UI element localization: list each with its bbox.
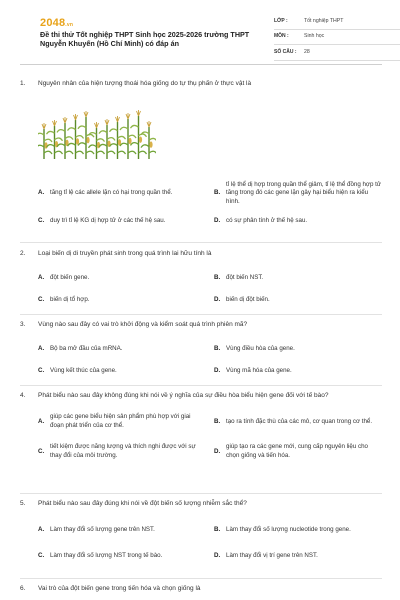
corn-field-image bbox=[38, 99, 156, 161]
option-letter: A. bbox=[38, 417, 45, 425]
option-letter: B. bbox=[214, 344, 221, 352]
option-c[interactable] bbox=[38, 437, 206, 467]
question-6 bbox=[20, 585, 382, 594]
header-divider bbox=[20, 64, 382, 65]
question-options bbox=[38, 338, 382, 382]
question-3 bbox=[20, 321, 382, 382]
option-d[interactable] bbox=[214, 545, 382, 567]
option-text: giúp các gene biểu hiện sản phẩm phù hợp với giai đoạn phát triển của cơ thể. bbox=[50, 413, 191, 429]
question-number: 4. bbox=[20, 392, 26, 399]
question-text: Phát biểu nào sau đây không đúng khi nói về ý nghĩa của sự điều hòa biểu hiện gene đối với tế bào? bbox=[38, 392, 329, 399]
option-d[interactable] bbox=[214, 210, 382, 232]
option-text: biến dị tổ hợp. bbox=[50, 295, 90, 303]
exam-meta bbox=[274, 14, 400, 61]
question-text: Loại biến dị di truyền phát sinh trong quá trình lai hữu tính là bbox=[38, 250, 212, 257]
option-letter: C. bbox=[38, 295, 45, 303]
option-text: Làm thay đổi số lượng nucleotide trong gene. bbox=[226, 525, 351, 533]
question-options bbox=[38, 407, 382, 467]
option-letter: A. bbox=[38, 344, 45, 352]
option-letter: D. bbox=[214, 551, 221, 559]
meta-row-count bbox=[274, 45, 400, 61]
option-a[interactable] bbox=[38, 407, 206, 437]
option-letter: C. bbox=[38, 217, 45, 225]
question-stem bbox=[20, 500, 382, 509]
logo-suffix: .vn bbox=[65, 22, 74, 28]
meta-value: 28 bbox=[304, 48, 310, 55]
option-text: Làm thay đổi số lượng gene trên NST. bbox=[50, 525, 155, 533]
option-text: đột biến gene. bbox=[50, 273, 90, 281]
option-text: có sự phân tính ở thế hệ sau. bbox=[226, 217, 308, 225]
meta-label: LỚP : bbox=[274, 17, 288, 24]
option-a[interactable] bbox=[38, 176, 206, 210]
option-letter: A. bbox=[38, 189, 45, 197]
question-text: Vùng nào sau đây có vai trò khởi động và kiểm soát quá trình phiên mã? bbox=[38, 321, 248, 328]
question-divider bbox=[20, 242, 382, 243]
question-text: Vai trò của đột biến gene trong tiến hóa và chọn giống là bbox=[38, 585, 201, 592]
option-text: giúp tạo ra các gene mới, cung cấp nguyên liệu cho chọn giống và tiến hóa. bbox=[226, 443, 368, 459]
question-stem bbox=[20, 585, 382, 594]
question-stem bbox=[20, 321, 382, 330]
site-logo[interactable] bbox=[40, 16, 73, 31]
option-text: duy trì tỉ lệ KG dị hợp tử ở các thế hệ sau. bbox=[50, 217, 166, 225]
option-letter: D. bbox=[214, 366, 221, 374]
question-2 bbox=[20, 250, 382, 311]
option-c[interactable] bbox=[38, 210, 206, 232]
option-text: biến dị đột biến. bbox=[226, 295, 270, 303]
option-c[interactable] bbox=[38, 289, 206, 311]
option-text: tạo ra tính đặc thù của các mô, cơ quan trong cơ thể. bbox=[226, 417, 373, 425]
option-b[interactable] bbox=[214, 338, 382, 360]
option-letter: C. bbox=[38, 551, 45, 559]
option-b[interactable] bbox=[214, 407, 382, 437]
option-b[interactable] bbox=[214, 176, 382, 210]
question-number: 3. bbox=[20, 321, 26, 328]
option-text: đột biến NST. bbox=[226, 273, 264, 281]
question-number: 6. bbox=[20, 585, 26, 592]
option-letter: A. bbox=[38, 273, 45, 281]
option-letter: B. bbox=[214, 189, 221, 197]
question-number: 5. bbox=[20, 500, 26, 507]
option-text: tăng tỉ lệ các allele lặn có hại trong quần thể. bbox=[50, 189, 173, 197]
option-letter: D. bbox=[214, 295, 221, 303]
option-letter: B. bbox=[214, 273, 221, 281]
option-a[interactable] bbox=[38, 338, 206, 360]
question-number: 1. bbox=[20, 80, 26, 87]
question-divider bbox=[20, 314, 382, 315]
question-text: Phát biểu nào sau đây đúng khi nói về đột biến số lượng nhiễm sắc thể? bbox=[38, 500, 247, 507]
option-d[interactable] bbox=[214, 360, 382, 382]
option-text: Làm thay đổi vị trí gene trên NST. bbox=[226, 551, 318, 559]
question-text: Nguyên nhân của hiện tượng thoái hóa giống do tự thụ phấn ở thực vật là bbox=[38, 80, 252, 87]
option-text: Vùng điều hòa của gene. bbox=[226, 344, 295, 352]
option-letter: C. bbox=[38, 366, 45, 374]
exam-title: Đề thi thử Tốt nghiệp THPT Sinh học 2025-2026 trường THPT Nguyễn Khuyến (Hồ Chí Minh) có đáp án bbox=[40, 30, 250, 49]
option-text: Vùng mã hóa của gene. bbox=[226, 366, 292, 374]
option-c[interactable] bbox=[38, 360, 206, 382]
meta-label: MÔN : bbox=[274, 33, 289, 40]
meta-row-class bbox=[274, 14, 400, 30]
option-b[interactable] bbox=[214, 267, 382, 289]
meta-value: Sinh học bbox=[304, 33, 325, 40]
option-c[interactable] bbox=[38, 545, 206, 567]
option-d[interactable] bbox=[214, 437, 382, 467]
option-a[interactable] bbox=[38, 515, 206, 545]
question-options bbox=[38, 176, 382, 232]
meta-row-subject bbox=[274, 30, 400, 46]
option-letter: D. bbox=[214, 217, 221, 225]
question-5 bbox=[20, 500, 382, 567]
option-letter: C. bbox=[38, 447, 45, 455]
question-stem bbox=[20, 392, 382, 401]
option-d[interactable] bbox=[214, 289, 382, 311]
question-4 bbox=[20, 392, 382, 467]
question-stem bbox=[20, 80, 382, 89]
option-text: tỉ lệ thể dị hợp trong quần thể giảm, tỉ lệ thể đồng hợp tử tăng trong đó các gene lặn gây hại biểu hiện ra kiểu hình. bbox=[226, 180, 382, 205]
meta-label: SỐ CÂU : bbox=[274, 48, 297, 55]
question-divider bbox=[20, 385, 382, 386]
meta-value: Tốt nghiệp THPT bbox=[304, 17, 344, 24]
option-letter: B. bbox=[214, 417, 221, 425]
option-a[interactable] bbox=[38, 267, 206, 289]
question-divider bbox=[20, 578, 382, 579]
question-divider bbox=[20, 493, 382, 494]
option-letter: B. bbox=[214, 525, 221, 533]
question-stem bbox=[20, 250, 382, 259]
logo-main: 2048 bbox=[40, 17, 66, 29]
exam-header bbox=[20, 0, 382, 64]
question-number: 2. bbox=[20, 250, 26, 257]
option-text: tiết kiệm được năng lượng và thích nghi được với sự thay đổi của môi trường. bbox=[50, 443, 196, 459]
option-b[interactable] bbox=[214, 515, 382, 545]
question-1 bbox=[20, 80, 382, 232]
option-text: Làm thay đổi số lượng NST trong tế bào. bbox=[50, 551, 163, 559]
option-letter: D. bbox=[214, 447, 221, 455]
option-letter: A. bbox=[38, 525, 45, 533]
question-options bbox=[38, 515, 382, 567]
question-options bbox=[38, 267, 382, 311]
option-text: Bộ ba mở đầu của mRNA. bbox=[50, 344, 123, 352]
option-text: Vùng kết thúc của gene. bbox=[50, 366, 117, 374]
